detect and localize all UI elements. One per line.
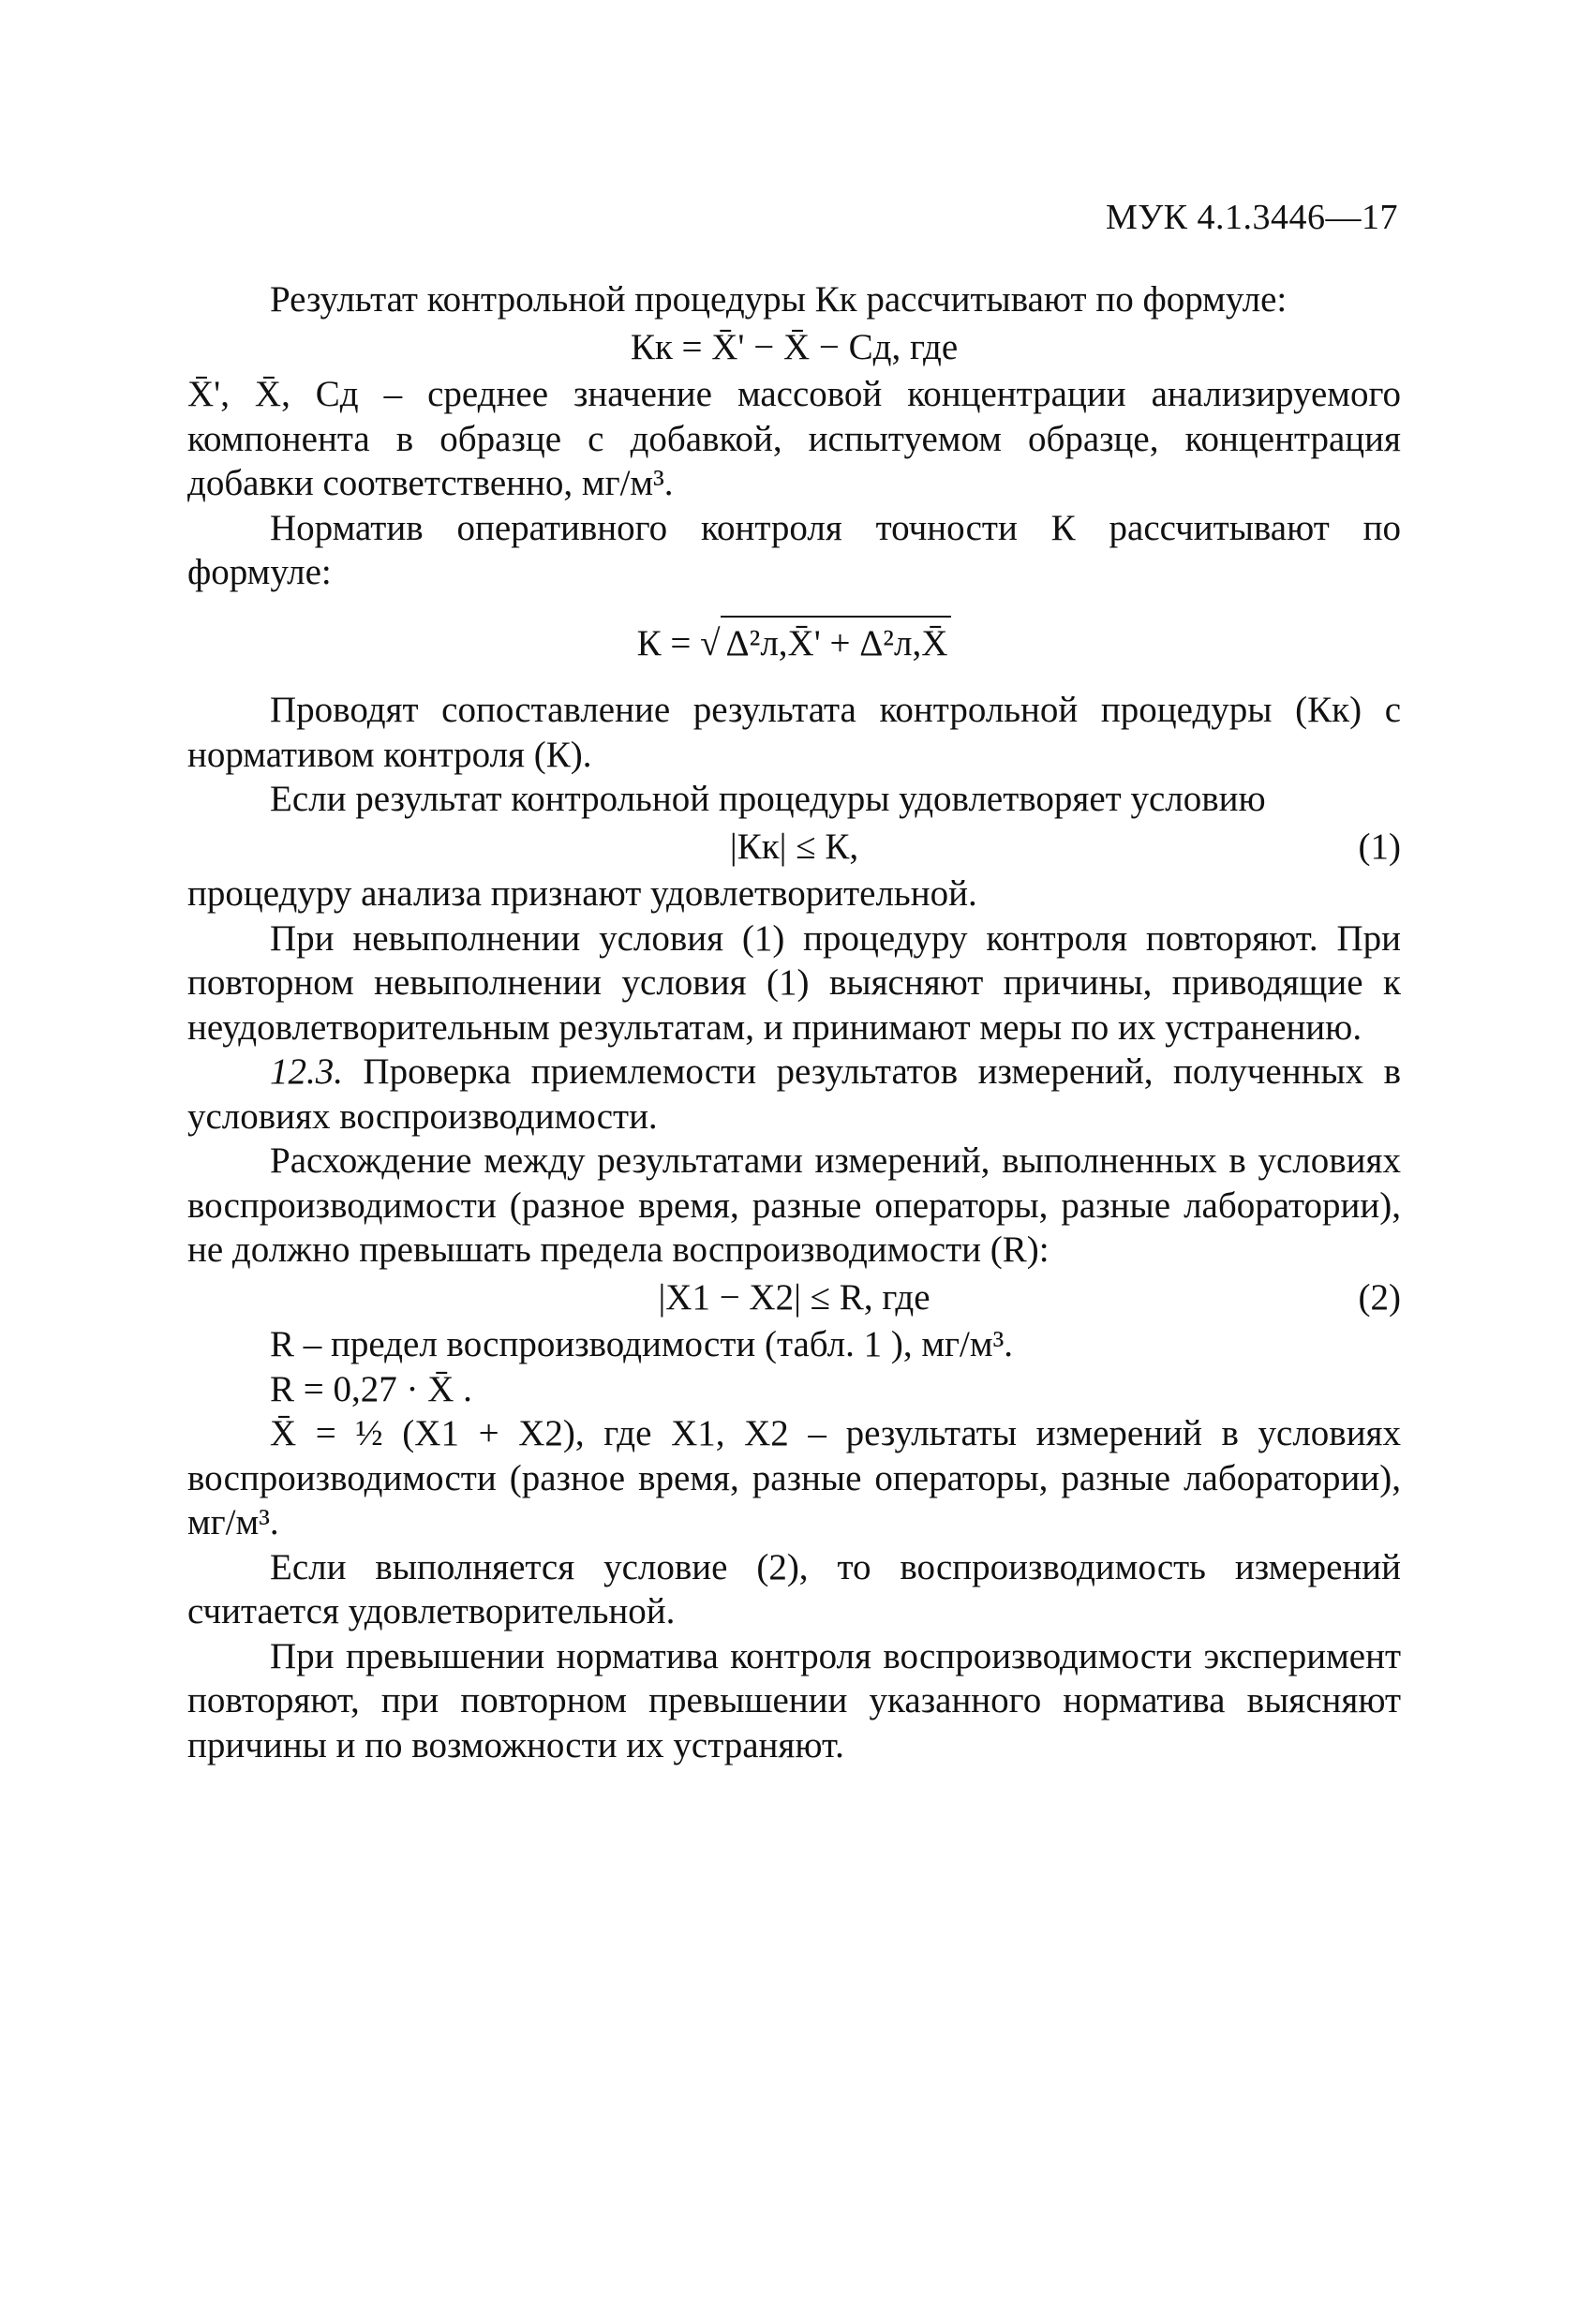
formula-r-value: R = 0,27 · X̄ . [270,1368,472,1409]
paragraph-comparison: Проводят сопоставление результата контрольной процедуры (Кк) с нормативом контроля (К). [187,690,1401,775]
paragraph-mean-definition: X̄ = ½ (X1 + X2), где X1, X2 – результаты измерений в условиях воспроизводимости (разное время, разные операторы, разные лаборатории), мг/м³. [187,1413,1401,1542]
formula-condition-2: |X1 − X2| ≤ R, где [658,1276,930,1318]
formula-k-left: К = [636,622,692,663]
paragraph-condition: Если результат контрольной процедуры удовлетворяет условию [270,779,1266,819]
paragraph-r-definition: R – предел воспроизводимости (табл. 1 ), мг/м³. [270,1324,1014,1364]
section-number: 12.3. [270,1051,343,1092]
formula-condition-1-row [187,825,1401,870]
document-body [187,277,1401,1767]
formula-k-radicand: Δ²л,X̄' + Δ²л,X̄ [721,616,952,666]
formula-kk: Кк = X̄' − X̄ − Cд, где [630,326,959,367]
paragraph-variable-definitions: X̄', X̄, Cд – среднее значение массовой концентрации анализируемого компонента в образце с добавкой, испытуемом образце, концентрация добавки соответственно, мг/м³. [187,374,1401,503]
formula-number-1: (1) [1358,826,1401,867]
paragraph-control-result: Результат контрольной процедуры Кк рассчитывают по формуле: [270,279,1288,320]
paragraph-exceeding-norm: При превышении норматива контроля воспроизводимости эксперимент повторяют, при повторном превышении указанного норматива выясняют причины и по возможности их устраняют. [187,1635,1401,1765]
sqrt-sign: √ [700,622,721,663]
paragraph-repeat-control: При невыполнении условия (1) процедуру контроля повторяют. При повторном невыполнении условия (1) выясняют причины, приводящие к неудовлетворительным результатам, и принимают меры по их устранению. [187,917,1401,1048]
formula-condition-2-row [187,1275,1401,1320]
paragraph-reproducibility-limit: Расхождение между результатами измерений, выполненных в условиях воспроизводимости (разное время, разные операторы, разные лаборатории), не должно превышать предела воспроизводимости (R): [187,1140,1401,1270]
formula-k [187,616,1401,666]
paragraph-condition-2-met: Если выполняется условие (2), то воспроизводимость измерений считается удовлетворительной. [187,1546,1401,1631]
formula-number-2: (2) [1358,1276,1401,1318]
paragraph-accuracy-norm: Норматив оперативного контроля точности К рассчитывают по формуле: [187,507,1401,592]
section-title: Проверка приемлемости результатов измерений, полученных в условиях воспроизводимости. [187,1051,1401,1137]
paragraph-satisfactory: процедуру анализа признают удовлетворительной. [187,873,977,914]
formula-condition-1: |Кк| ≤ К, [729,826,859,867]
paragraph-section-12-3 [187,1050,1401,1139]
doc-code-header: МУК 4.1.3446—17 [1105,198,1398,237]
